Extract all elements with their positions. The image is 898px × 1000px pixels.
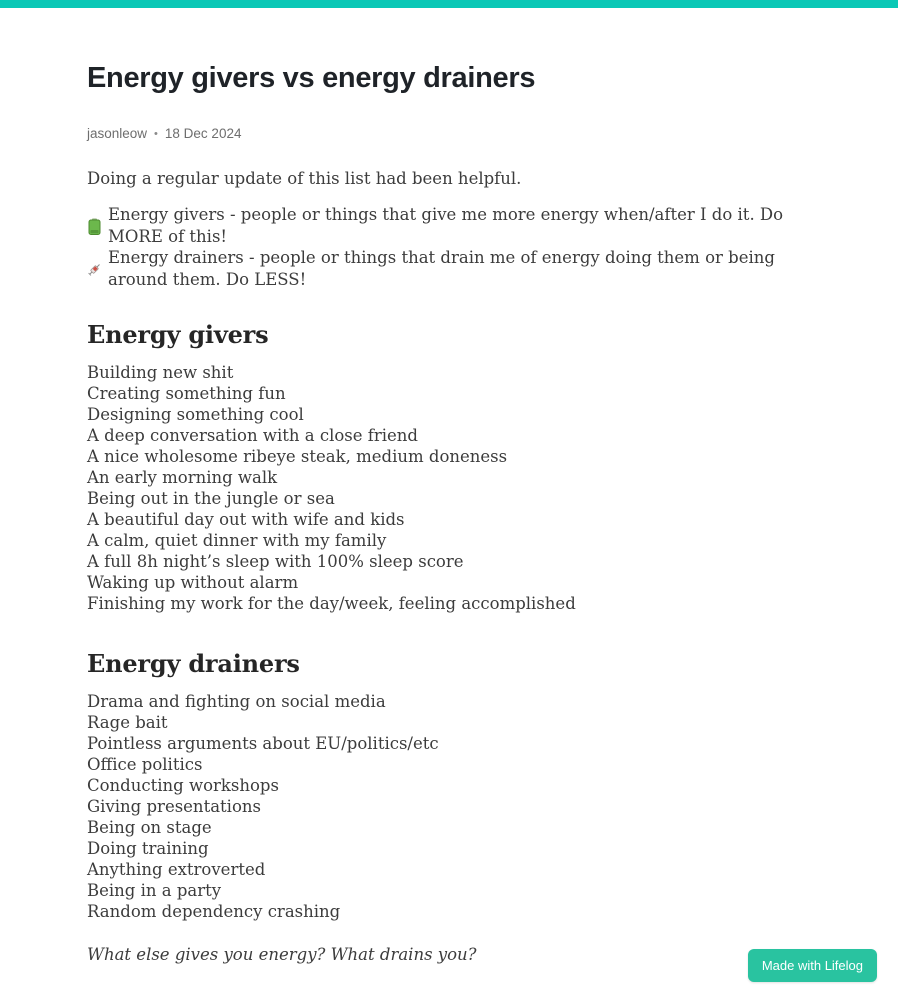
section-heading-energy-drainers: Energy drainers bbox=[87, 649, 300, 678]
brand-accent-bar bbox=[0, 0, 898, 8]
syringe-icon bbox=[87, 261, 102, 278]
made-with-lifelog-button[interactable]: Made with Lifelog bbox=[748, 949, 877, 982]
intro-paragraph: Doing a regular update of this list had been helpful. bbox=[87, 169, 522, 188]
post-meta bbox=[87, 126, 800, 141]
meta-separator: • bbox=[154, 127, 158, 140]
battery-icon bbox=[87, 218, 102, 235]
page-title: Energy givers vs energy drainers bbox=[87, 62, 536, 94]
list-item: Creating something fun bbox=[87, 384, 286, 403]
legend-givers-text: Energy givers - people or things that give me more energy when/after I do it. Do MORE of this! bbox=[108, 205, 784, 246]
list-item: An early morning walk bbox=[87, 468, 278, 487]
post-date: 18 Dec 2024 bbox=[164, 126, 242, 141]
list-item: Finishing my work for the day/week, feeling accomplished bbox=[87, 594, 576, 613]
section-heading-energy-givers: Energy givers bbox=[87, 320, 269, 349]
list-item: Being on stage bbox=[87, 818, 212, 837]
legend-line-drainers bbox=[87, 247, 800, 290]
closing-question: What else gives you energy? What drains you? bbox=[87, 945, 477, 964]
author-name[interactable]: jasonleow bbox=[87, 126, 148, 141]
list-item: Doing training bbox=[87, 839, 209, 858]
legend-block bbox=[87, 204, 800, 290]
list-item: Building new shit bbox=[87, 363, 234, 382]
list-item: A nice wholesome ribeye steak, medium doneness bbox=[87, 447, 508, 466]
article-body bbox=[87, 168, 800, 965]
list-item: Drama and fighting on social media bbox=[87, 692, 386, 711]
list-item: Rage bait bbox=[87, 713, 168, 732]
list-item: A deep conversation with a close friend bbox=[87, 426, 418, 445]
energy-givers-list bbox=[87, 362, 800, 614]
list-item: Anything extroverted bbox=[87, 860, 266, 879]
legend-line-givers bbox=[87, 204, 800, 247]
list-item: Conducting workshops bbox=[87, 776, 279, 795]
energy-drainers-list bbox=[87, 691, 800, 922]
legend-drainers-text: Energy drainers - people or things that drain me of energy doing them or being around them. Do LESS! bbox=[108, 248, 775, 289]
list-item: A full 8h night’s sleep with 100% sleep score bbox=[87, 552, 464, 571]
list-item: Random dependency crashing bbox=[87, 902, 341, 921]
list-item: Giving presentations bbox=[87, 797, 261, 816]
list-item: A calm, quiet dinner with my family bbox=[87, 531, 387, 550]
list-item: A beautiful day out with wife and kids bbox=[87, 510, 405, 529]
list-item: Waking up without alarm bbox=[87, 573, 299, 592]
list-item: Designing something cool bbox=[87, 405, 304, 424]
list-item: Being out in the jungle or sea bbox=[87, 489, 335, 508]
list-item: Office politics bbox=[87, 755, 203, 774]
list-item: Pointless arguments about EU/politics/etc bbox=[87, 734, 439, 753]
list-item: Being in a party bbox=[87, 881, 222, 900]
